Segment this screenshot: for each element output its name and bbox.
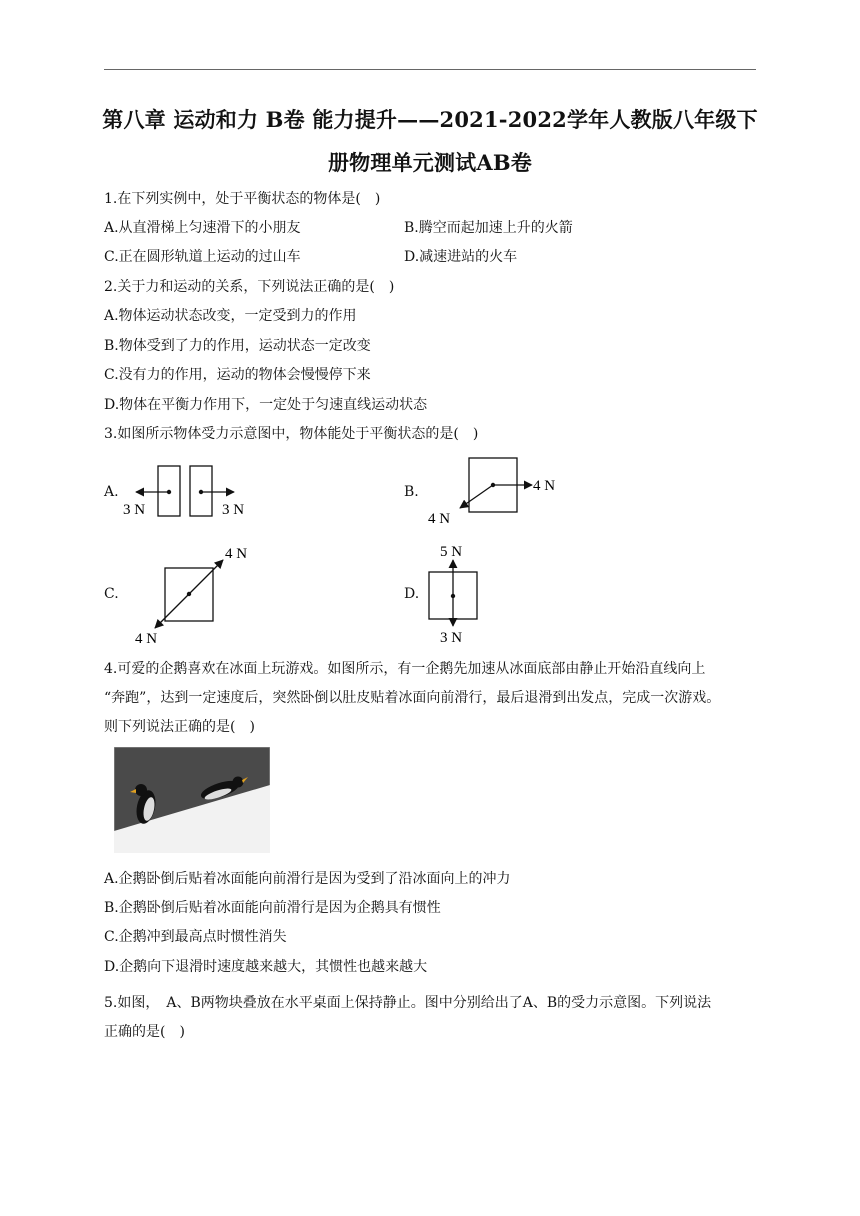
q1-option-c: C.正在圆形轨道上运动的过山车 (104, 249, 301, 265)
q5-stem-line1: 5.如图， A、B两物块叠放在水平桌面上保持静止。图中分别给出了A、B的受力示意图。下列说法 (104, 995, 712, 1011)
force-label: 4 N (428, 511, 451, 527)
force-label: 5 N (440, 544, 463, 560)
q4-option-d: D.企鹅向下退滑时速度越来越大，其惯性也越来越大 (104, 959, 428, 975)
q4-stem-line2: “奔跑”，达到一定速度后，突然卧倒以肚皮贴着冰面向前滑行，最后退滑到出发点，完成一次游戏。 (104, 690, 721, 706)
force-label: 4 N (533, 478, 556, 494)
force-label: 4 N (135, 631, 158, 647)
q3-stem: 3.如图所示物体受力示意图中，物体能处于平衡状态的是( ) (104, 426, 479, 442)
header-rule (104, 69, 756, 70)
force-label: 3 N (440, 630, 463, 646)
q4-option-a: A.企鹅卧倒后贴着冰面能向前滑行是因为受到了沿冰面向上的冲力 (104, 871, 511, 887)
q4-stem-line3: 则下列说法正确的是( ) (104, 719, 255, 735)
q1-option-b: B.腾空而起加速上升的火箭 (404, 220, 573, 236)
q4-option-c: C.企鹅冲到最高点时惯性消失 (104, 929, 287, 945)
q4-option-b: B.企鹅卧倒后贴着冰面能向前滑行是因为企鹅具有惯性 (104, 900, 441, 916)
force-label: 3 N (123, 502, 146, 518)
q4-penguin-photo (114, 747, 270, 853)
force-arrow-down-left (155, 594, 189, 628)
force-arrow-up-right (189, 560, 223, 594)
q3-figure-d (420, 538, 500, 648)
q3-label-b: B. (404, 484, 419, 500)
q1-option-a: A.从直滑梯上匀速滑下的小朋友 (104, 220, 301, 236)
q2-option-b: B.物体受到了力的作用，运动状态一定改变 (104, 338, 371, 354)
q3-label-a: A. (104, 484, 119, 500)
q2-option-c: C.没有力的作用，运动的物体会慢慢停下来 (104, 367, 371, 383)
q3-label-d: D. (404, 586, 420, 602)
doc-title-line2: 册物理单元测试AB卷 (327, 150, 533, 175)
q3-figure-b (420, 454, 570, 530)
q4-stem-line1: 4.可爱的企鹅喜欢在冰面上玩游戏。如图所示，有一企鹅先加速从冰面底部由静止开始沿直线向上 (104, 661, 706, 677)
doc-title-line1: 第八章 运动和力 B卷 能力提升——2021-2022学年人教版八年级下 (102, 107, 758, 132)
q3-figure-a (118, 460, 268, 526)
q3-label-c: C. (104, 586, 119, 602)
q2-stem: 2.关于力和运动的关系，下列说法正确的是( ) (104, 279, 395, 295)
q5-stem-line2: 正确的是( ) (104, 1024, 185, 1040)
q1-option-d: D.减速进站的火车 (404, 249, 518, 265)
q2-option-d: D.物体在平衡力作用下，一定处于匀速直线运动状态 (104, 397, 428, 413)
force-label: 4 N (225, 546, 248, 562)
q1-stem: 1.在下列实例中，处于平衡状态的物体是( ) (104, 191, 381, 207)
force-label: 3 N (222, 502, 245, 518)
force-arrow-down-left (460, 485, 493, 508)
q2-option-a: A.物体运动状态改变，一定受到力的作用 (104, 308, 357, 324)
q3-figure-c (128, 540, 268, 648)
